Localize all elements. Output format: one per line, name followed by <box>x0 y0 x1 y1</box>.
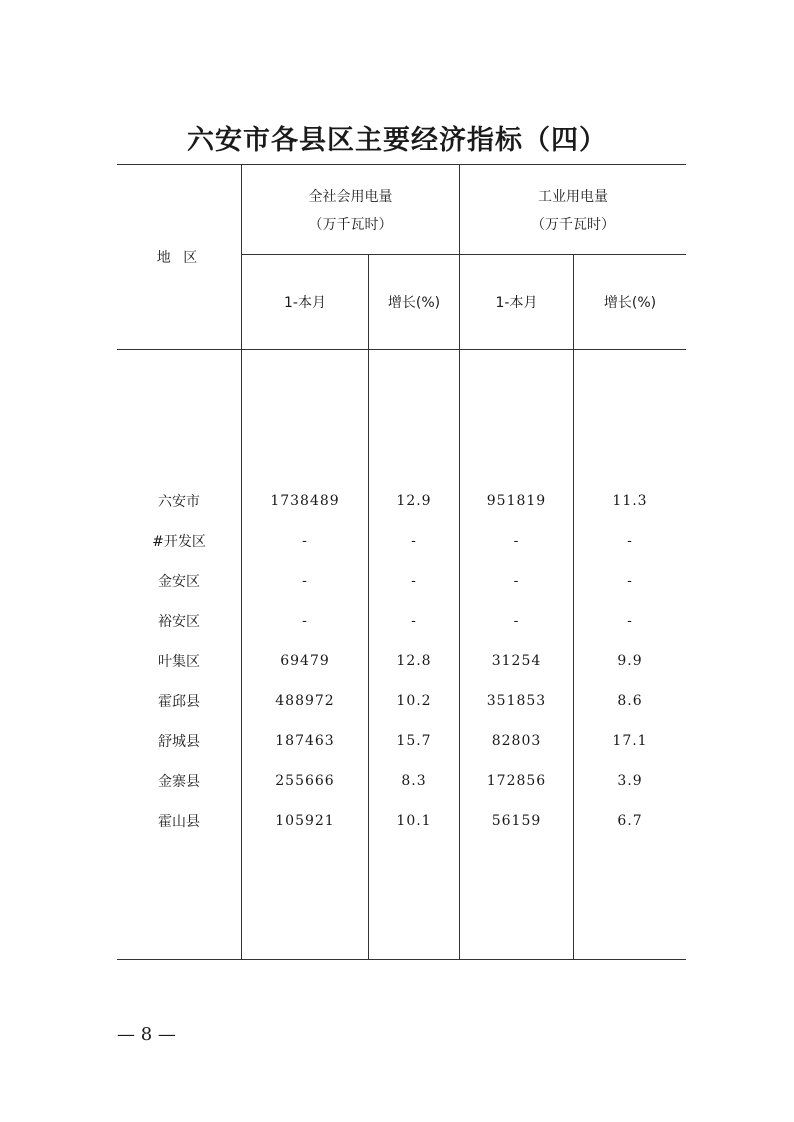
industrial-growth-cell: - <box>627 613 633 629</box>
region-cell: 金寨县 <box>158 774 200 790</box>
total-growth-cell: 10.1 <box>396 813 432 829</box>
region-cell: 霍邱县 <box>158 694 200 710</box>
header-industrial-electricity-label: 工业用电量 <box>538 189 608 205</box>
industrial-electricity-cell: 82803 <box>491 733 542 749</box>
total-electricity-cell: 187463 <box>275 733 335 749</box>
industrial-growth-cell: - <box>627 573 633 589</box>
total-electricity-cell: - <box>302 573 308 589</box>
header-total-electricity-label: 全社会用电量 <box>308 189 393 205</box>
region-cell: 裕安区 <box>158 614 200 630</box>
total-growth-cell: 12.8 <box>396 653 432 669</box>
divider <box>117 349 686 350</box>
industrial-growth-cell: - <box>627 533 633 549</box>
region-cell: #开发区 <box>152 534 206 550</box>
page-title: 六安市各县区主要经济指标（四） <box>187 125 607 156</box>
total-electricity-cell: - <box>302 533 308 549</box>
region-cell: 六安市 <box>158 494 200 510</box>
industrial-growth-cell: 17.1 <box>612 733 648 749</box>
industrial-electricity-cell: - <box>513 613 520 629</box>
economic-indicators-table <box>117 164 686 960</box>
region-cell: 金安区 <box>158 574 200 590</box>
industrial-electricity-cell: 56159 <box>491 813 542 829</box>
total-electricity-cell: 105921 <box>275 813 335 829</box>
industrial-electricity-cell: 31254 <box>491 653 542 669</box>
industrial-growth-cell: 9.9 <box>617 653 643 669</box>
total-growth-cell: 10.2 <box>396 693 432 709</box>
total-electricity-cell: 1738489 <box>270 493 340 509</box>
header-industrial-growth: 增长(%) <box>603 295 657 311</box>
total-electricity-cell: 69479 <box>280 653 330 669</box>
industrial-growth-cell: 8.6 <box>617 693 643 709</box>
total-electricity-cell: - <box>302 613 308 629</box>
total-growth-cell: - <box>411 573 417 589</box>
header-total-electricity-unit: （万千瓦时） <box>308 217 393 233</box>
total-growth-cell: 12.9 <box>396 493 432 509</box>
industrial-growth-cell: 6.7 <box>617 813 643 829</box>
industrial-electricity-cell: 951819 <box>486 493 547 509</box>
total-growth-cell: 8.3 <box>401 773 427 789</box>
industrial-growth-cell: 11.3 <box>612 493 648 509</box>
industrial-electricity-cell: 351853 <box>486 693 547 709</box>
region-cell: 霍山县 <box>158 814 200 830</box>
header-total-growth: 增长(%) <box>387 295 441 311</box>
total-electricity-cell: 255666 <box>275 773 335 789</box>
header-total-electricity <box>242 183 459 239</box>
total-growth-cell: 15.7 <box>396 733 432 749</box>
industrial-electricity-cell: - <box>513 573 520 589</box>
region-cell: 舒城县 <box>158 734 200 750</box>
total-growth-cell: - <box>411 533 417 549</box>
total-growth-cell: - <box>411 613 417 629</box>
industrial-electricity-cell: - <box>513 533 520 549</box>
header-total-cumulative: 1-本月 <box>284 295 326 311</box>
header-region: 地 区 <box>156 250 202 266</box>
header-industrial-electricity <box>460 183 686 239</box>
industrial-growth-cell: 3.9 <box>617 773 643 789</box>
header-industrial-cumulative: 1-本月 <box>495 295 538 311</box>
page-number: — 8 — <box>117 1024 176 1045</box>
header-industrial-electricity-unit: （万千瓦时） <box>531 217 615 233</box>
industrial-electricity-cell: 172856 <box>486 773 547 789</box>
region-cell: 叶集区 <box>158 654 200 670</box>
total-electricity-cell: 488972 <box>275 693 335 709</box>
